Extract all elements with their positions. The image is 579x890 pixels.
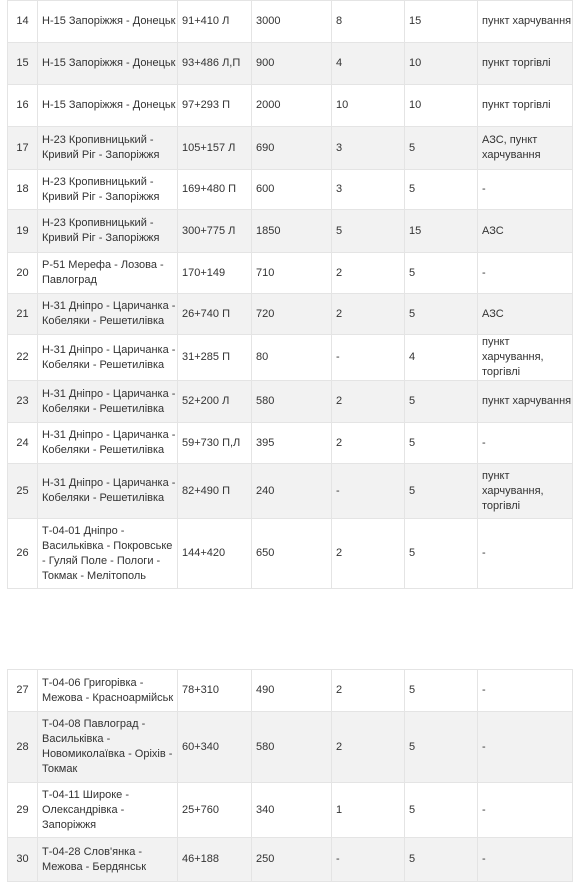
distance-value: 580 [252, 712, 332, 783]
col5-value: - [332, 464, 405, 519]
km-marker: 31+285 П [178, 335, 252, 381]
table-row [8, 127, 573, 170]
col5-value: 4 [332, 43, 405, 85]
row-number: 30 [8, 838, 38, 882]
col5-value: - [332, 838, 405, 882]
service-type: - [478, 838, 573, 882]
col6-value: 5 [405, 464, 478, 519]
table-row [8, 783, 573, 838]
row-number: 25 [8, 464, 38, 519]
service-type: - [478, 170, 573, 210]
road-name: Н-31 Дніпро - Царичанка - Кобеляки - Решетилівка [38, 423, 178, 464]
distance-value: 650 [252, 519, 332, 589]
km-marker: 25+760 [178, 783, 252, 838]
distance-value: 240 [252, 464, 332, 519]
col6-value: 5 [405, 294, 478, 335]
col5-value: 1 [332, 783, 405, 838]
col6-value: 5 [405, 127, 478, 170]
table-row [8, 210, 573, 253]
table-row [8, 464, 573, 519]
service-type: пункт торгівлі [478, 43, 573, 85]
service-type: пункт харчування, торгівлі [478, 464, 573, 519]
distance-value: 720 [252, 294, 332, 335]
km-marker: 26+740 П [178, 294, 252, 335]
road-name: Т-04-11 Широке - Олександрівка - Запоріжжя [38, 783, 178, 838]
col5-value: 2 [332, 294, 405, 335]
road-name: Н-31 Дніпро - Царичанка - Кобеляки - Решетилівка [38, 335, 178, 381]
distance-value: 600 [252, 170, 332, 210]
road-name: Н-15 Запоріжжя - Донецьк [38, 85, 178, 127]
table-row [8, 170, 573, 210]
road-name: Н-15 Запоріжжя - Донецьк [38, 43, 178, 85]
road-name: Н-15 Запоріжжя - Донецьк [38, 1, 178, 43]
distance-value: 250 [252, 838, 332, 882]
distance-value: 900 [252, 43, 332, 85]
road-name: Р-51 Мерефа - Лозова - Павлоград [38, 253, 178, 294]
row-number: 29 [8, 783, 38, 838]
row-number: 28 [8, 712, 38, 783]
km-marker: 300+775 Л [178, 210, 252, 253]
km-marker: 82+490 П [178, 464, 252, 519]
col6-value: 5 [405, 712, 478, 783]
road-name: Н-31 Дніпро - Царичанка - Кобеляки - Решетилівка [38, 294, 178, 335]
distance-value: 395 [252, 423, 332, 464]
table-row [8, 519, 573, 589]
col5-value: 2 [332, 712, 405, 783]
road-name: Т-04-28 Слов'янка - Межова - Бердянськ [38, 838, 178, 882]
col6-value: 5 [405, 381, 478, 423]
km-marker: 144+420 [178, 519, 252, 589]
distance-value: 3000 [252, 1, 332, 43]
table-row [8, 253, 573, 294]
service-type: пункт харчування, торгівлі [478, 335, 573, 381]
col6-value: 15 [405, 1, 478, 43]
table-row [8, 85, 573, 127]
table-row [8, 712, 573, 783]
roads-table-body-part1 [8, 1, 573, 589]
col6-value: 5 [405, 519, 478, 589]
row-number: 14 [8, 1, 38, 43]
service-type: пункт торгівлі [478, 85, 573, 127]
row-number: 15 [8, 43, 38, 85]
col5-value: 2 [332, 381, 405, 423]
row-number: 21 [8, 294, 38, 335]
row-number: 18 [8, 170, 38, 210]
km-marker: 97+293 П [178, 85, 252, 127]
col6-value: 5 [405, 838, 478, 882]
col6-value: 10 [405, 43, 478, 85]
col6-value: 5 [405, 423, 478, 464]
service-type: - [478, 712, 573, 783]
distance-value: 340 [252, 783, 332, 838]
row-number: 22 [8, 335, 38, 381]
road-name: Т-04-06 Григорівка - Межова - Красноармійськ [38, 670, 178, 712]
service-type: АЗС, пункт харчування [478, 127, 573, 170]
km-marker: 46+188 [178, 838, 252, 882]
col5-value: 5 [332, 210, 405, 253]
col5-value: 8 [332, 1, 405, 43]
col6-value: 15 [405, 210, 478, 253]
table-row [8, 1, 573, 43]
row-number: 27 [8, 670, 38, 712]
table-row [8, 294, 573, 335]
col5-value: 2 [332, 670, 405, 712]
col5-value: 3 [332, 170, 405, 210]
col5-value: 10 [332, 85, 405, 127]
service-type: пункт харчування [478, 381, 573, 423]
row-number: 20 [8, 253, 38, 294]
table-row [8, 43, 573, 85]
km-marker: 93+486 Л,П [178, 43, 252, 85]
row-number: 26 [8, 519, 38, 589]
col6-value: 4 [405, 335, 478, 381]
distance-value: 2000 [252, 85, 332, 127]
service-type: пункт харчування [478, 1, 573, 43]
service-type: - [478, 519, 573, 589]
km-marker: 59+730 П,Л [178, 423, 252, 464]
distance-value: 490 [252, 670, 332, 712]
road-name: Н-23 Кропивницький - Кривий Ріг - Запоріжжя [38, 170, 178, 210]
road-name: Т-04-08 Павлоград - Васильківка - Новомиколаївка - Оріхів - Токмак [38, 712, 178, 783]
km-marker: 78+310 [178, 670, 252, 712]
distance-value: 690 [252, 127, 332, 170]
table-row [8, 335, 573, 381]
col5-value: 2 [332, 519, 405, 589]
km-marker: 52+200 Л [178, 381, 252, 423]
col5-value: - [332, 335, 405, 381]
service-type: - [478, 253, 573, 294]
col6-value: 5 [405, 670, 478, 712]
distance-value: 80 [252, 335, 332, 381]
col5-value: 2 [332, 423, 405, 464]
row-number: 16 [8, 85, 38, 127]
table-row [8, 381, 573, 423]
service-type: АЗС [478, 210, 573, 253]
col5-value: 2 [332, 253, 405, 294]
road-name: Т-04-01 Дніпро - Васильківка - Покровське - Гуляй Поле - Пологи - Токмак - Мелітополь [38, 519, 178, 589]
km-marker: 91+410 Л [178, 1, 252, 43]
km-marker: 60+340 [178, 712, 252, 783]
road-name: Н-31 Дніпро - Царичанка - Кобеляки - Решетилівка [38, 381, 178, 423]
road-name: Н-23 Кропивницький - Кривий Ріг - Запоріжжя [38, 210, 178, 253]
service-type: - [478, 423, 573, 464]
table-row [8, 670, 573, 712]
distance-value: 1850 [252, 210, 332, 253]
km-marker: 105+157 Л [178, 127, 252, 170]
row-number: 23 [8, 381, 38, 423]
km-marker: 170+149 [178, 253, 252, 294]
row-number: 17 [8, 127, 38, 170]
km-marker: 169+480 П [178, 170, 252, 210]
col6-value: 5 [405, 170, 478, 210]
distance-value: 580 [252, 381, 332, 423]
distance-value: 710 [252, 253, 332, 294]
col6-value: 5 [405, 783, 478, 838]
col5-value: 3 [332, 127, 405, 170]
table-row [8, 423, 573, 464]
service-type: - [478, 670, 573, 712]
col6-value: 10 [405, 85, 478, 127]
service-type: АЗС [478, 294, 573, 335]
road-name: Н-31 Дніпро - Царичанка - Кобеляки - Решетилівка [38, 464, 178, 519]
col6-value: 5 [405, 253, 478, 294]
service-type: - [478, 783, 573, 838]
table-row [8, 838, 573, 882]
row-number: 19 [8, 210, 38, 253]
row-number: 24 [8, 423, 38, 464]
roads-table-part1 [7, 0, 573, 589]
roads-table-part2 [7, 669, 573, 882]
roads-table-body-part2 [8, 670, 573, 882]
road-name: Н-23 Кропивницький - Кривий Ріг - Запоріжжя [38, 127, 178, 170]
